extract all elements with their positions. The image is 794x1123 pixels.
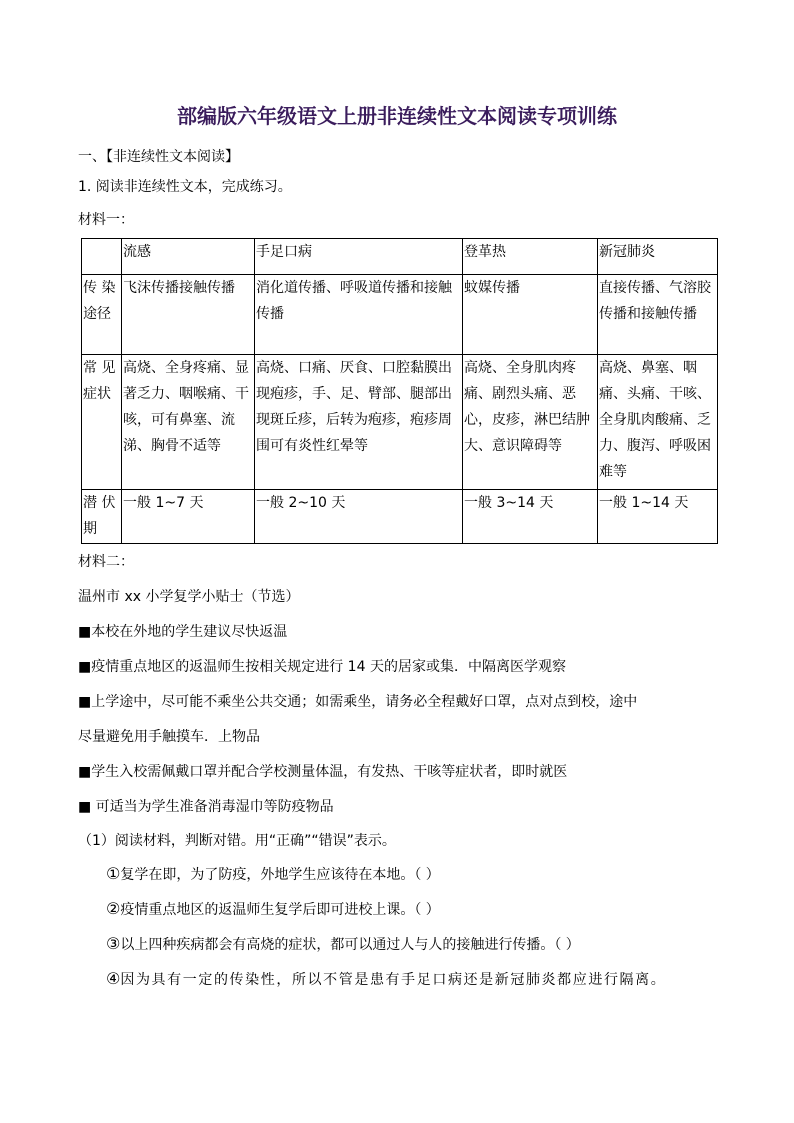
table-row [82, 275, 718, 355]
table-cell: 高烧、全身肌肉疼痛、剧烈头痛、恶心，皮疹，淋巴结肿大、意识障碍等 [463, 355, 598, 490]
notice-item: ■本校在外地的学生建议尽快返温 [78, 624, 288, 640]
table-header-cell: 流感 [122, 239, 255, 275]
table-row-label: 传 染途径 [82, 275, 122, 355]
statement-item [106, 934, 580, 954]
notice-item: ■ 可适当为学生准备消毒湿巾等防疫物品 [78, 799, 334, 815]
statement-text: 因为具有一定的传染性，所以不管是患有手足口病还是新冠肺炎都应进行隔离。 [120, 972, 667, 988]
table-header-row [82, 239, 718, 275]
statement-number: ② [106, 899, 121, 918]
table-cell: 飞沫传播接触传播 [122, 275, 255, 355]
disease-table [81, 238, 718, 544]
statement-number: ③ [106, 934, 121, 953]
notice-title: 温州市 xx 小学复学小贴士（节选） [78, 589, 300, 605]
table-cell: 蚊媒传播 [463, 275, 598, 355]
table-cell: 一般 3~14 天 [463, 490, 598, 544]
table-row [82, 490, 718, 544]
notice-item-continued: 尽量避免用手触摸车．上物品 [78, 729, 260, 745]
statement-number: ④ [106, 969, 121, 988]
table-header-cell: 新冠肺炎 [598, 239, 718, 275]
statement-number: ① [106, 864, 121, 883]
material-two-label: 材料二： [78, 554, 134, 570]
sub-question-1: （1）阅读材料，判断对错。用“正确”“错误”表示。 [78, 833, 396, 849]
table-cell: 直接传播、气溶胶传播和接触传播 [598, 275, 718, 355]
table-row-label: 常 见症状 [82, 355, 122, 490]
table-header-cell: 手足口病 [255, 239, 463, 275]
table-cell: 一般 1~7 天 [122, 490, 255, 544]
page-title: 部编版六年级语文上册非连续性文本阅读专项训练 [177, 104, 617, 128]
statement-item [106, 899, 440, 919]
table-header-cell: 登革热 [463, 239, 598, 275]
table-header-cell [82, 239, 122, 275]
table-cell: 一般 1~14 天 [598, 490, 718, 544]
statement-item [106, 864, 440, 884]
table-row [82, 355, 718, 490]
notice-item: ■学生入校需佩戴口罩并配合学校测量体温，有发热、干咳等症状者，即时就医 [78, 764, 568, 780]
material-one-label: 材料一： [78, 212, 134, 228]
statement-item [106, 969, 666, 989]
statement-text: 疫情重点地区的返温师生复学后即可进校上课。（ ） [120, 902, 440, 918]
table-cell: 高烧、鼻塞、咽痛、头痛、干咳、全身肌肉酸痛、乏力、腹泻、呼吸困难等 [598, 355, 718, 490]
notice-item: ■疫情重点地区的返温师生按相关规定进行 14 天的居家或集．中隔离医学观察 [78, 659, 566, 675]
table-cell: 一般 2~10 天 [255, 490, 463, 544]
table-cell: 高烧、口痛、厌食、口腔黏膜出现疱疹，手、足、臂部、腿部出现斑丘疹，后转为疱疹，疱疹周围可有炎性红晕等 [255, 355, 463, 490]
notice-item: ■上学途中，尽可能不乘坐公共交通；如需乘坐，请务必全程戴好口罩，点对点到校，途中 [78, 694, 638, 710]
table-cell: 高烧、全身疼痛、显著乏力、咽喉痛、干咳，可有鼻塞、流涕、胸骨不适等 [122, 355, 255, 490]
table-row-label: 潜 伏期 [82, 490, 122, 544]
statement-text: 以上四种疾病都会有高烧的症状，都可以通过人与人的接触进行传播。（ ） [120, 937, 580, 953]
table-cell: 消化道传播、呼吸道传播和接触传播 [255, 275, 463, 355]
question-intro: 1. 阅读非连续性文本，完成练习。 [78, 179, 292, 195]
statement-text: 复学在即，为了防疫，外地学生应该待在本地。（ ） [120, 867, 440, 883]
section-heading: 一、【非连续性文本阅读】 [78, 149, 239, 165]
